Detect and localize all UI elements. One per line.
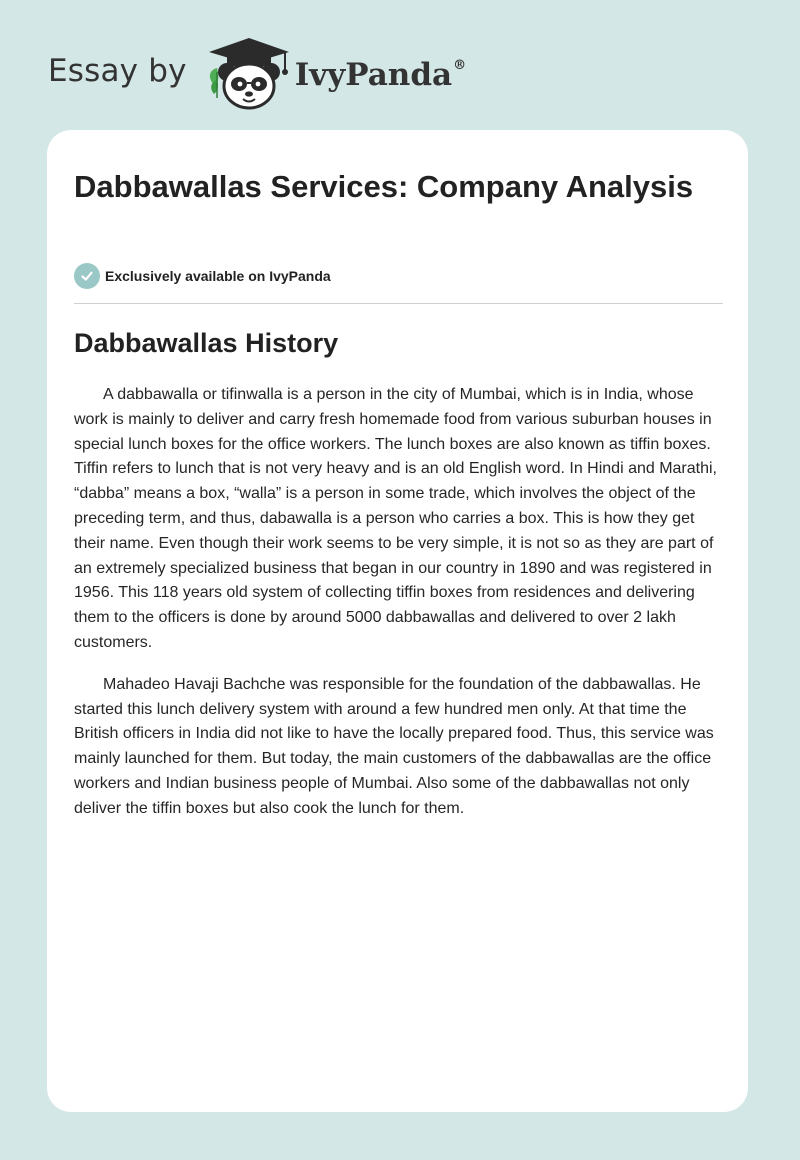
article-body — [74, 383, 724, 839]
section-heading: Dabbawallas History — [74, 328, 339, 358]
page-title: Dabbawallas Services: Company Analysis — [74, 169, 694, 204]
essay-by-label: Essay by — [48, 53, 187, 89]
brand-text: IvyPanda — [294, 57, 453, 93]
paragraph: A dabbawalla or tifinwalla is a person in the city of Mumbai, which is in India, whose work is mainly to deliver and carry fresh homemade food from various suburban houses in special lunch boxes for the office workers. The lunch boxes are also known as tiffin boxes. Tiffin refers to lunch that is not very heavy and is an old English word. In Hindi and Marathi, “dabba” means a box, “walla” is a person in some trade, which involves the object of the preceding term, and thus, dabawalla is a person who carries a box. This is how they get their name. Even though their work seems to be very simple, it is not so as they are part of an extremely specialized business that began in our country in 1890 and was registered in 1956. This 118 years old system of collecting tiffin boxes from residences and delivering them to the officers is done by around 5000 dabbawallas and delivered to over 2 lakh customers. — [74, 386, 717, 651]
site-header — [48, 34, 466, 114]
divider — [74, 303, 723, 304]
paragraph: Mahadeo Havaji Bachche was responsible for the foundation of the dabbawallas. He started this lunch delivery system with around a few hundred men only. At that time the British officers in India did not like to have the locally prepared food. Thus, this service was mainly launched for them. But today, the main customers of the dabbawallas are the office workers and Indian business people of Mumbai. Also some of the dabbawallas not only deliver the tiffin boxes but also cook the lunch for them. — [74, 675, 714, 817]
registered-mark: ® — [453, 58, 467, 73]
badge-label: Exclusively available on IvyPanda — [105, 268, 331, 284]
exclusive-badge — [74, 263, 331, 289]
check-icon — [74, 263, 100, 289]
article-card — [47, 130, 748, 1112]
brand-name[interactable] — [295, 57, 466, 93]
panda-graduation-cap-icon — [205, 34, 293, 114]
panda-logo-icon[interactable] — [205, 34, 293, 114]
